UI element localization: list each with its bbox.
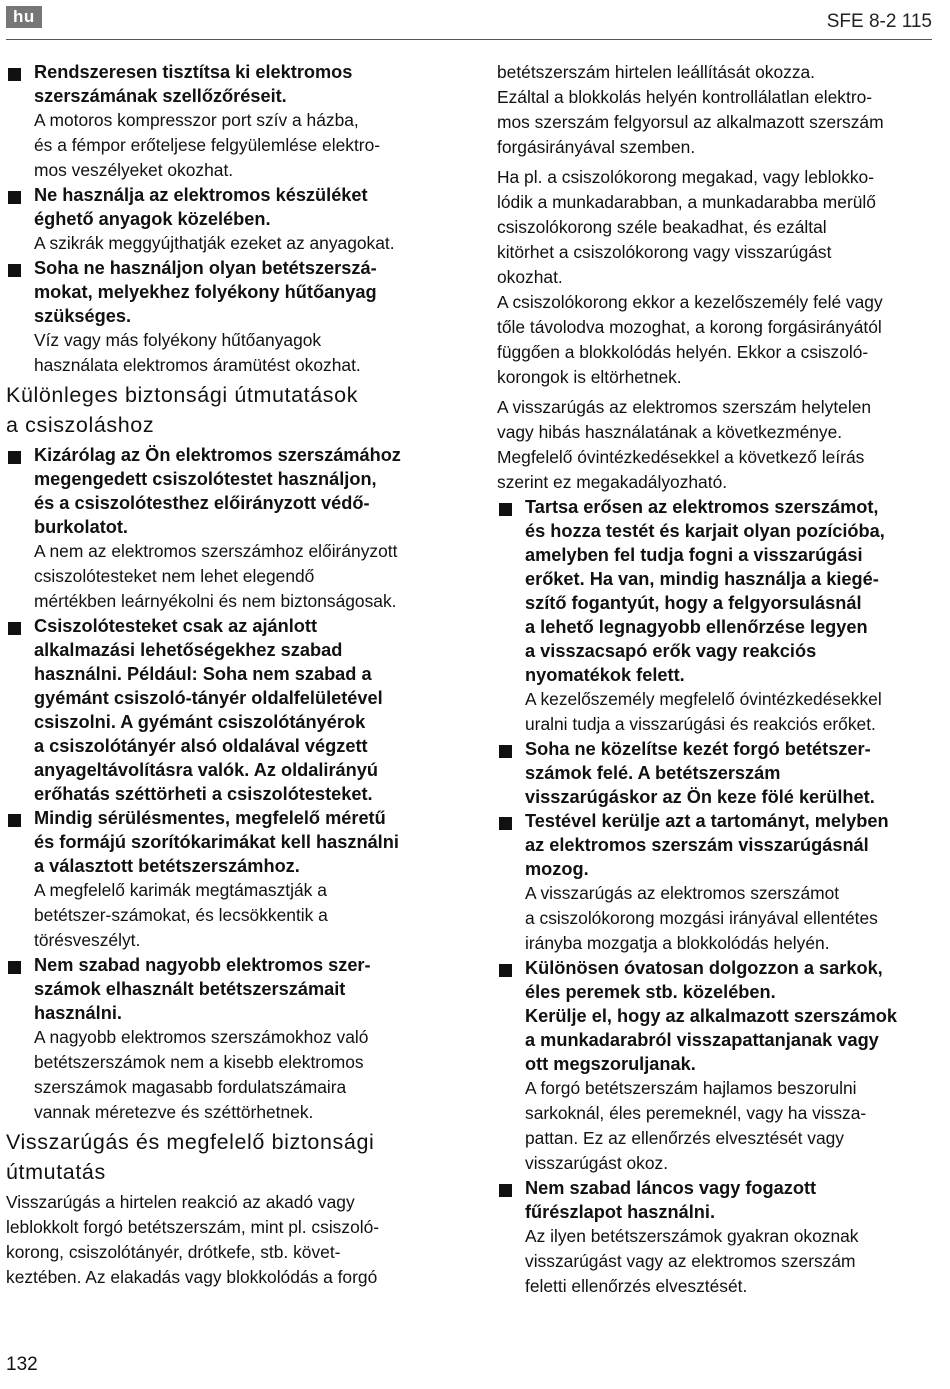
square-bullet-icon bbox=[499, 1184, 512, 1197]
square-bullet-icon bbox=[499, 745, 512, 758]
item-text: A nem az elektromos szerszámhoz előirányzott csiszolótesteket nem lehet elegendő mértékben leárnyékolni és nem biztonságosak. bbox=[34, 541, 398, 611]
list-item bbox=[497, 737, 937, 809]
item-text: Víz vagy más folyékony hűtőanyagok használata elektromos áramütést okozhat. bbox=[34, 330, 361, 375]
square-bullet-icon bbox=[8, 264, 21, 277]
language-badge: hu bbox=[6, 6, 42, 28]
list-item bbox=[497, 495, 937, 737]
item-text: A szikrák meggyújthatják ezeket az anyagokat. bbox=[34, 233, 395, 253]
list-item bbox=[497, 1176, 937, 1299]
square-bullet-icon bbox=[8, 451, 21, 464]
header-divider bbox=[6, 39, 932, 40]
item-text: A kezelőszemély megfelelő óvintézkedésekkel uralni tudja a visszarúgási és reakciós erőket. bbox=[525, 689, 882, 734]
square-bullet-icon bbox=[8, 961, 21, 974]
square-bullet-icon bbox=[8, 622, 21, 635]
square-bullet-icon bbox=[8, 68, 21, 81]
item-bold-text: Csiszolótesteket csak az ajánlott alkalmazási lehetőségekhez szabad használni. Például: Soha nem szabad a gyémánt csiszoló-tányér oldalfelületével csiszolni. A gyémánt csiszolótányérok a csiszolótányér alsó oldalával végzett anyageltávolításra valók. Az oldalirányú erőhatás széttörheti a csiszolótesteket. bbox=[34, 616, 383, 804]
item-text: A forgó betétszerszám hajlamos beszorulni sarkoknál, éles peremeknél, vagy ha vissza- pattan. Ez az ellenőrzés elvesztését vagy visszarúgást okoz. bbox=[525, 1078, 867, 1173]
left-column bbox=[6, 60, 446, 1290]
item-bold-text: Soha ne használjon olyan betétszerszá- mokat, melyekhez folyékony hűtőanyag szükséges. bbox=[34, 258, 377, 326]
item-text: A motoros kompresszor port szív a házba, és a fémpor erőteljese felgyülemlése elektro- mos veszélyeket okozhat. bbox=[34, 110, 381, 180]
item-bold-text: Nem szabad láncos vagy fogazott fűrészlapot használni. bbox=[525, 1178, 817, 1222]
item-bold-text: Rendszeresen tisztítsa ki elektromos szerszámának szellőzőréseit. bbox=[34, 62, 353, 106]
list-item bbox=[6, 443, 446, 614]
square-bullet-icon bbox=[499, 503, 512, 516]
page-number: 132 bbox=[6, 1354, 38, 1375]
item-bold-text: Különösen óvatosan dolgozzon a sarkok, éles peremek stb. közelében. Kerülje el, hogy az alkalmazott szerszámok a munkadarabról visszapattanjanak vagy ott megszoruljanak. bbox=[525, 958, 897, 1074]
body-paragraph: Ha pl. a csiszolókorong megakad, vagy leblokko- lódik a munkadarabban, a munkadarabba merülő csiszolókorong széle beakadhat, és ezáltal kitörhet a csiszolókorong vagy visszarúgást okozhat. A csiszolókorong ekkor a kezelőszemély felé vagy tőle távolodva mozoghat, a korong forgásirányától függően a blokkolódás helyén. Ekkor a csiszoló- korongok is eltörhetnek. bbox=[497, 167, 883, 387]
item-text: Az ilyen betétszerszámok gyakran okoznak visszarúgást vagy az elektromos szerszám feletti ellenőrzés elvesztését. bbox=[525, 1226, 859, 1296]
list-item bbox=[6, 60, 446, 183]
body-paragraph: betétszerszám hirtelen leállítását okozza. Ezáltal a blokkolás helyén kontrollálatlan elektro- mos szerszám felgyorsul az alkalmazott szerszám forgásirányával szemben. bbox=[497, 62, 884, 157]
right-column bbox=[497, 60, 937, 1299]
section-heading-grinding: Különleges biztonsági útmutatások a csiszoláshoz bbox=[6, 383, 359, 437]
list-item bbox=[497, 809, 937, 956]
square-bullet-icon bbox=[8, 191, 21, 204]
square-bullet-icon bbox=[499, 964, 512, 977]
list-item bbox=[6, 183, 446, 256]
item-text: A nagyobb elektromos szerszámokhoz való betétszerszámok nem a kisebb elektromos szerszámok magasabb fordulatszámaira vannak méretezve és széttörhetnek. bbox=[34, 1027, 369, 1122]
item-bold-text: Kizárólag az Ön elektromos szerszámához megengedett csiszolótestet használjon, és a csiszolótesthez előirányzott védő- burkolatot. bbox=[34, 445, 401, 537]
list-item bbox=[6, 953, 446, 1125]
item-bold-text: Nem szabad nagyobb elektromos szer- számok elhasznált betétszerszámait használni. bbox=[34, 955, 371, 1023]
item-bold-text: Testével kerülje azt a tartományt, melyben az elektromos szerszám visszarúgásnál mozog. bbox=[525, 811, 889, 879]
item-text: A visszarúgás az elektromos szerszámot a csiszolókorong mozgási irányával ellentétes irányba mozgatja a blokkolódás helyén. bbox=[525, 883, 878, 953]
item-bold-text: Mindig sérülésmentes, megfelelő méretű és formájú szorítókarimákat kell használni a választott betétszerszámhoz. bbox=[34, 808, 399, 876]
list-item bbox=[6, 614, 446, 806]
item-bold-text: Tartsa erősen az elektromos szerszámot, és hozza testét és karjait olyan pozícióba, amelyben fel tudja fogni a visszarúgási erőket. Ha van, mindig használja a kiegé- szítő fogantyút, hogy a felgyorsulásnál a lehető legnagyobb ellenőrzése legyen a visszacsapó erők vagy reakciós nyomatékok felett. bbox=[525, 497, 885, 685]
square-bullet-icon bbox=[8, 814, 21, 827]
item-bold-text: Ne használja az elektromos készüléket éghető anyagok közelében. bbox=[34, 185, 368, 229]
item-bold-text: Soha ne közelítse kezét forgó betétszer- számok felé. A betétszerszám visszarúgáskor az Ön keze fölé kerülhet. bbox=[525, 739, 875, 807]
body-paragraph: A visszarúgás az elektromos szerszám helytelen vagy hibás használatának a következménye. Megfelelő óvintézkedésekkel a következő leírás szerint ez megakadályozható. bbox=[497, 397, 872, 492]
list-item bbox=[6, 806, 446, 953]
section-heading-kickback: Visszarúgás és megfelelő biztonsági útmutatás bbox=[6, 1130, 375, 1184]
list-item bbox=[497, 956, 937, 1176]
kickback-paragraph: Visszarúgás a hirtelen reakció az akadó vagy leblokkolt forgó betétszerszám, mint pl. csiszoló- korong, csiszolótányér, drótkefe, stb. követ- keztében. Az elakadás vagy blokkolódás a forgó bbox=[6, 1192, 380, 1287]
list-item bbox=[6, 256, 446, 378]
item-text: A megfelelő karimák megtámasztják a betétszer-számokat, és lecsökkentik a törésveszélyt. bbox=[34, 880, 328, 950]
document-code: SFE 8-2 115 bbox=[826, 11, 932, 32]
square-bullet-icon bbox=[499, 817, 512, 830]
